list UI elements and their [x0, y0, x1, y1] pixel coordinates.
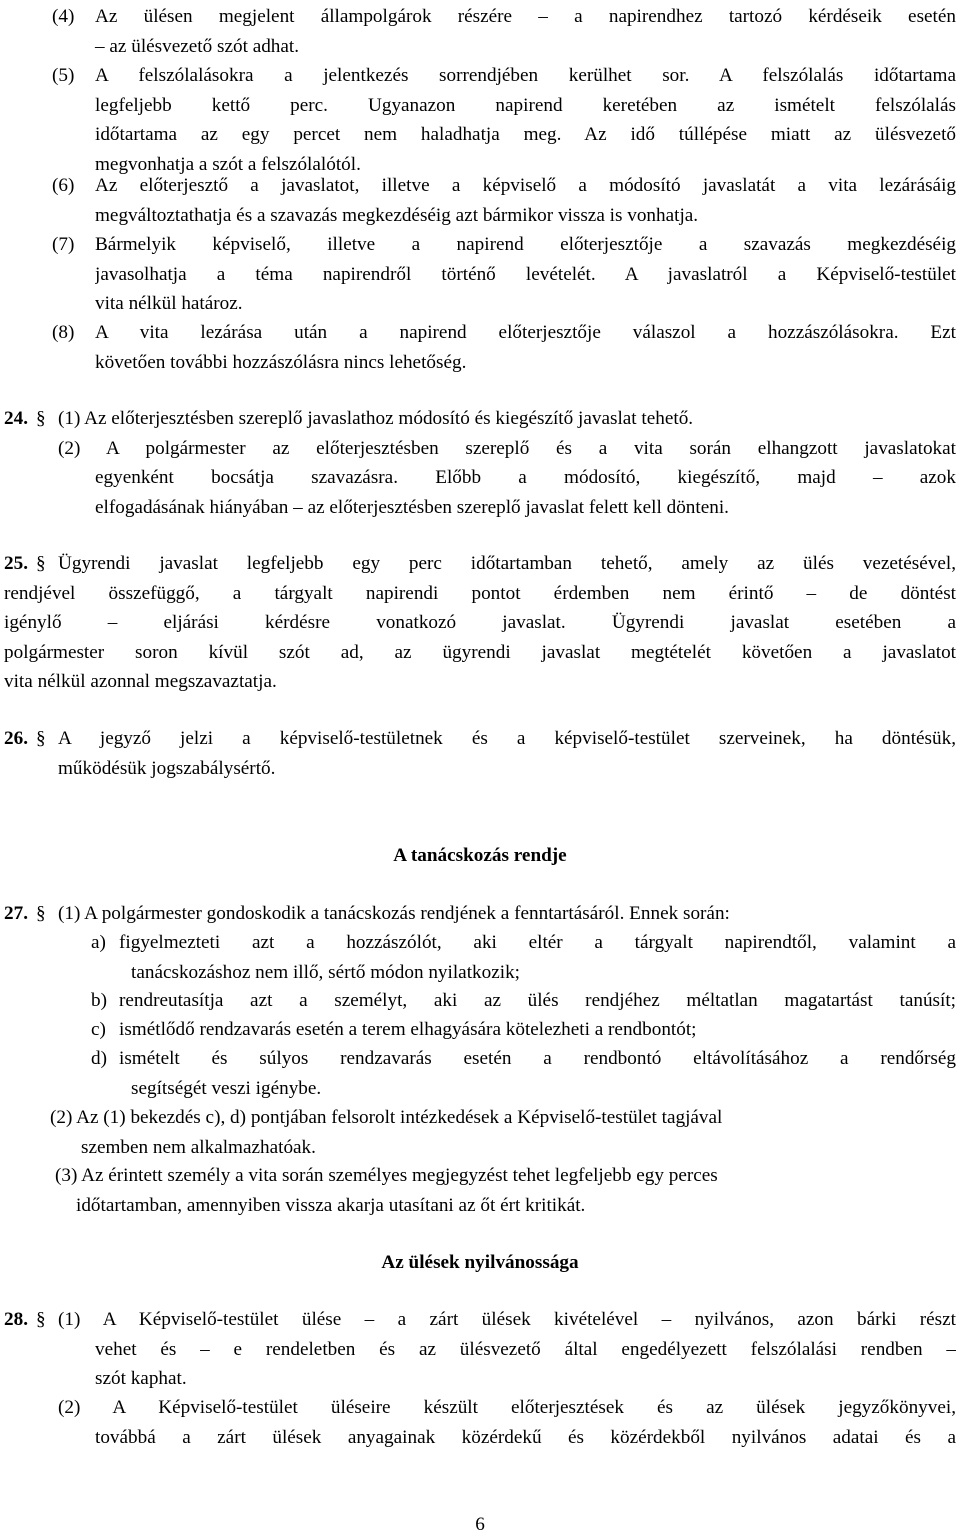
- paragraph-text: szót kaphat.: [95, 1368, 187, 1390]
- paragraph-8: [52, 318, 956, 377]
- paragraph-5: [52, 61, 956, 179]
- paragraph-text: (2) A polgármester az előterjesztésben szereplő és a vita során elhangzott javaslatokat: [58, 437, 956, 459]
- section-number: 27.: [4, 903, 28, 924]
- paragraph-text: egyenként bocsátja szavazásra. Előbb a módosító, kiegészítő, majd – azok: [95, 467, 956, 489]
- item-number: (6): [52, 175, 75, 196]
- section-number: 26.: [4, 728, 28, 749]
- section-symbol: §: [36, 728, 46, 749]
- paragraph-text: tanácskozáshoz nem illő, sértő módon nyilatkozik;: [131, 961, 520, 983]
- paragraph-text: továbbá a zárt ülések anyagainak közérdekű és közérdekből nyilvános adatai és a: [95, 1426, 956, 1448]
- item-number: a): [91, 932, 106, 953]
- paragraph-text: működésük jogszabálysértő.: [58, 757, 276, 779]
- paragraph-text: Ügyrendi javaslat legfeljebb egy perc időtartamban tehető, amely az ülés vezetésével,: [58, 553, 956, 574]
- item-number: b): [91, 990, 107, 1011]
- paragraph-text: időtartamban, amennyiben vissza akarja utasítani az őt ért kritikát.: [76, 1194, 586, 1216]
- paragraph-text: megvonhatja a szót a felszólalótól.: [95, 153, 361, 175]
- section-28: [4, 1305, 956, 1394]
- paragraph-text: követően további hozzászólásra nincs lehetőség.: [95, 351, 467, 373]
- paragraph-text: (3) Az érintett személy a vita során személyes megjegyzést tehet legfeljebb egy perces: [55, 1165, 718, 1186]
- list-item-c: [91, 1015, 956, 1045]
- paragraph-text: – az ülésvezető szót adhat.: [95, 35, 300, 57]
- paragraph-text: A felszólalásokra a jelentkezés sorrendjében kerülhet sor. A felszólalás időtartama: [95, 65, 956, 86]
- paragraph-text: (1) A polgármester gondoskodik a tanácskozás rendjének a fenntartásáról. Ennek során:: [58, 903, 730, 924]
- paragraph-text: megváltoztathatja és a szavazás megkezdéséig azt bármikor vissza is vonhatja.: [95, 204, 699, 226]
- section-25: [4, 549, 956, 697]
- section-symbol: §: [36, 903, 46, 924]
- section-heading: A tanácskozás rendje: [393, 845, 567, 866]
- paragraph-text: ismételt és súlyos rendzavarás esetén a rendbontó eltávolításához a rendőrség: [119, 1048, 956, 1069]
- paragraph-text: javasolhatja a téma napirendről történő levételét. A javaslatról a Képviselő-testület: [95, 263, 956, 285]
- paragraph-text: rendreutasítja azt a személyt, aki az ülés rendjéhez méltatlan magatartást tanúsít;: [119, 990, 956, 1011]
- section-27-paragraph-2: [50, 1103, 950, 1162]
- paragraph-7: [52, 230, 956, 319]
- paragraph-text: (1) A Képviselő-testület ülése – a zárt ülések kivételével – nyilvános, azon bárki részt: [58, 1309, 956, 1330]
- section-symbol: §: [36, 408, 46, 429]
- paragraph-text: szemben nem alkalmazhatóak.: [81, 1136, 316, 1158]
- paragraph-text: ismétlődő rendzavarás esetén a terem elhagyására kötelezheti a rendbontót;: [119, 1019, 697, 1040]
- paragraph-text: (2) Az (1) bekezdés c), d) pontjában felsorolt intézkedések a Képviselő-testület tagjával: [50, 1107, 723, 1128]
- paragraph-text: igénylő – eljárási kérdésre vonatkozó javaslat. Ügyrendi javaslat esetében a: [4, 612, 956, 634]
- paragraph-text: (2) A Képviselő-testület üléseire készült előterjesztések és az ülések jegyzőkönyvei,: [58, 1397, 956, 1418]
- item-number: (4): [52, 6, 75, 27]
- paragraph-text: (1) Az előterjesztésben szereplő javaslathoz módosító és kiegészítő javaslat tehető.: [58, 408, 694, 429]
- section-number: 28.: [4, 1309, 28, 1330]
- section-24: [4, 404, 956, 522]
- paragraph-text: rendjével összefüggő, a tárgyalt napirendi pontot érdemben nem érintő – de döntést: [4, 582, 956, 604]
- section-28-paragraph-2: [58, 1393, 956, 1452]
- paragraph-6: [52, 171, 956, 230]
- section-heading: Az ülések nyilvánossága: [381, 1252, 579, 1273]
- paragraph-text: segítségét veszi igénybe.: [131, 1077, 322, 1099]
- section-number: 25.: [4, 553, 28, 574]
- paragraph-text: figyelmezteti azt a hozzászólót, aki eltér a tárgyalt napirendtől, valamint a: [119, 932, 956, 953]
- paragraph-text: A jegyző jelzi a képviselő-testületnek és a képviselő-testület szerveinek, ha döntésük,: [58, 728, 956, 749]
- paragraph-text: polgármester soron kívül szót ad, az ügyrendi javaslat megtételét követően a javaslatot: [4, 641, 956, 663]
- section-symbol: §: [36, 1309, 46, 1330]
- paragraph-text: Az előterjesztő a javaslatot, illetve a képviselő a módosító javaslatát a vita lezárásáig: [95, 175, 956, 196]
- section-symbol: §: [36, 553, 46, 574]
- paragraph-text: legfeljebb kettő perc. Ugyanazon napirend keretében az ismételt felszólalás: [95, 94, 956, 116]
- item-number: c): [91, 1019, 106, 1040]
- list-item-d: [91, 1044, 956, 1103]
- list-item-a: [91, 928, 956, 987]
- section-27: [4, 899, 956, 929]
- section-27-paragraph-3: [55, 1161, 955, 1220]
- paragraph-text: vehet és – e rendeletben és az ülésvezető által engedélyezett felszólalási rendben –: [95, 1338, 956, 1360]
- section-number: 24.: [4, 408, 28, 429]
- paragraph-text: vita nélkül határoz.: [95, 293, 243, 315]
- item-number: (7): [52, 234, 75, 255]
- paragraph-text: A vita lezárása után a napirend előterjesztője válaszol a hozzászólásokra. Ezt: [95, 322, 956, 343]
- paragraph-text: időtartama az egy percet nem haladhatja meg. Az idő túllépése miatt az ülésvezető: [95, 124, 956, 146]
- paragraph-text: elfogadásának hiányában – az előterjesztésben szereplő javaslat felett kell dönteni.: [95, 496, 729, 518]
- section-26: [4, 724, 956, 783]
- item-number: (8): [52, 322, 75, 343]
- list-item-b: [91, 986, 956, 1016]
- paragraph-text: Az ülésen megjelent állampolgárok részére – a napirendhez tartozó kérdéseik esetén: [95, 6, 956, 27]
- item-number: d): [91, 1048, 107, 1069]
- paragraph-text: vita nélkül azonnal megszavaztatja.: [4, 671, 277, 693]
- item-number: (5): [52, 65, 75, 86]
- paragraph-text: Bármelyik képviselő, illetve a napirend előterjesztője a szavazás megkezdéséig: [95, 234, 956, 255]
- paragraph-4: [52, 2, 956, 61]
- page-number: 6: [475, 1514, 485, 1535]
